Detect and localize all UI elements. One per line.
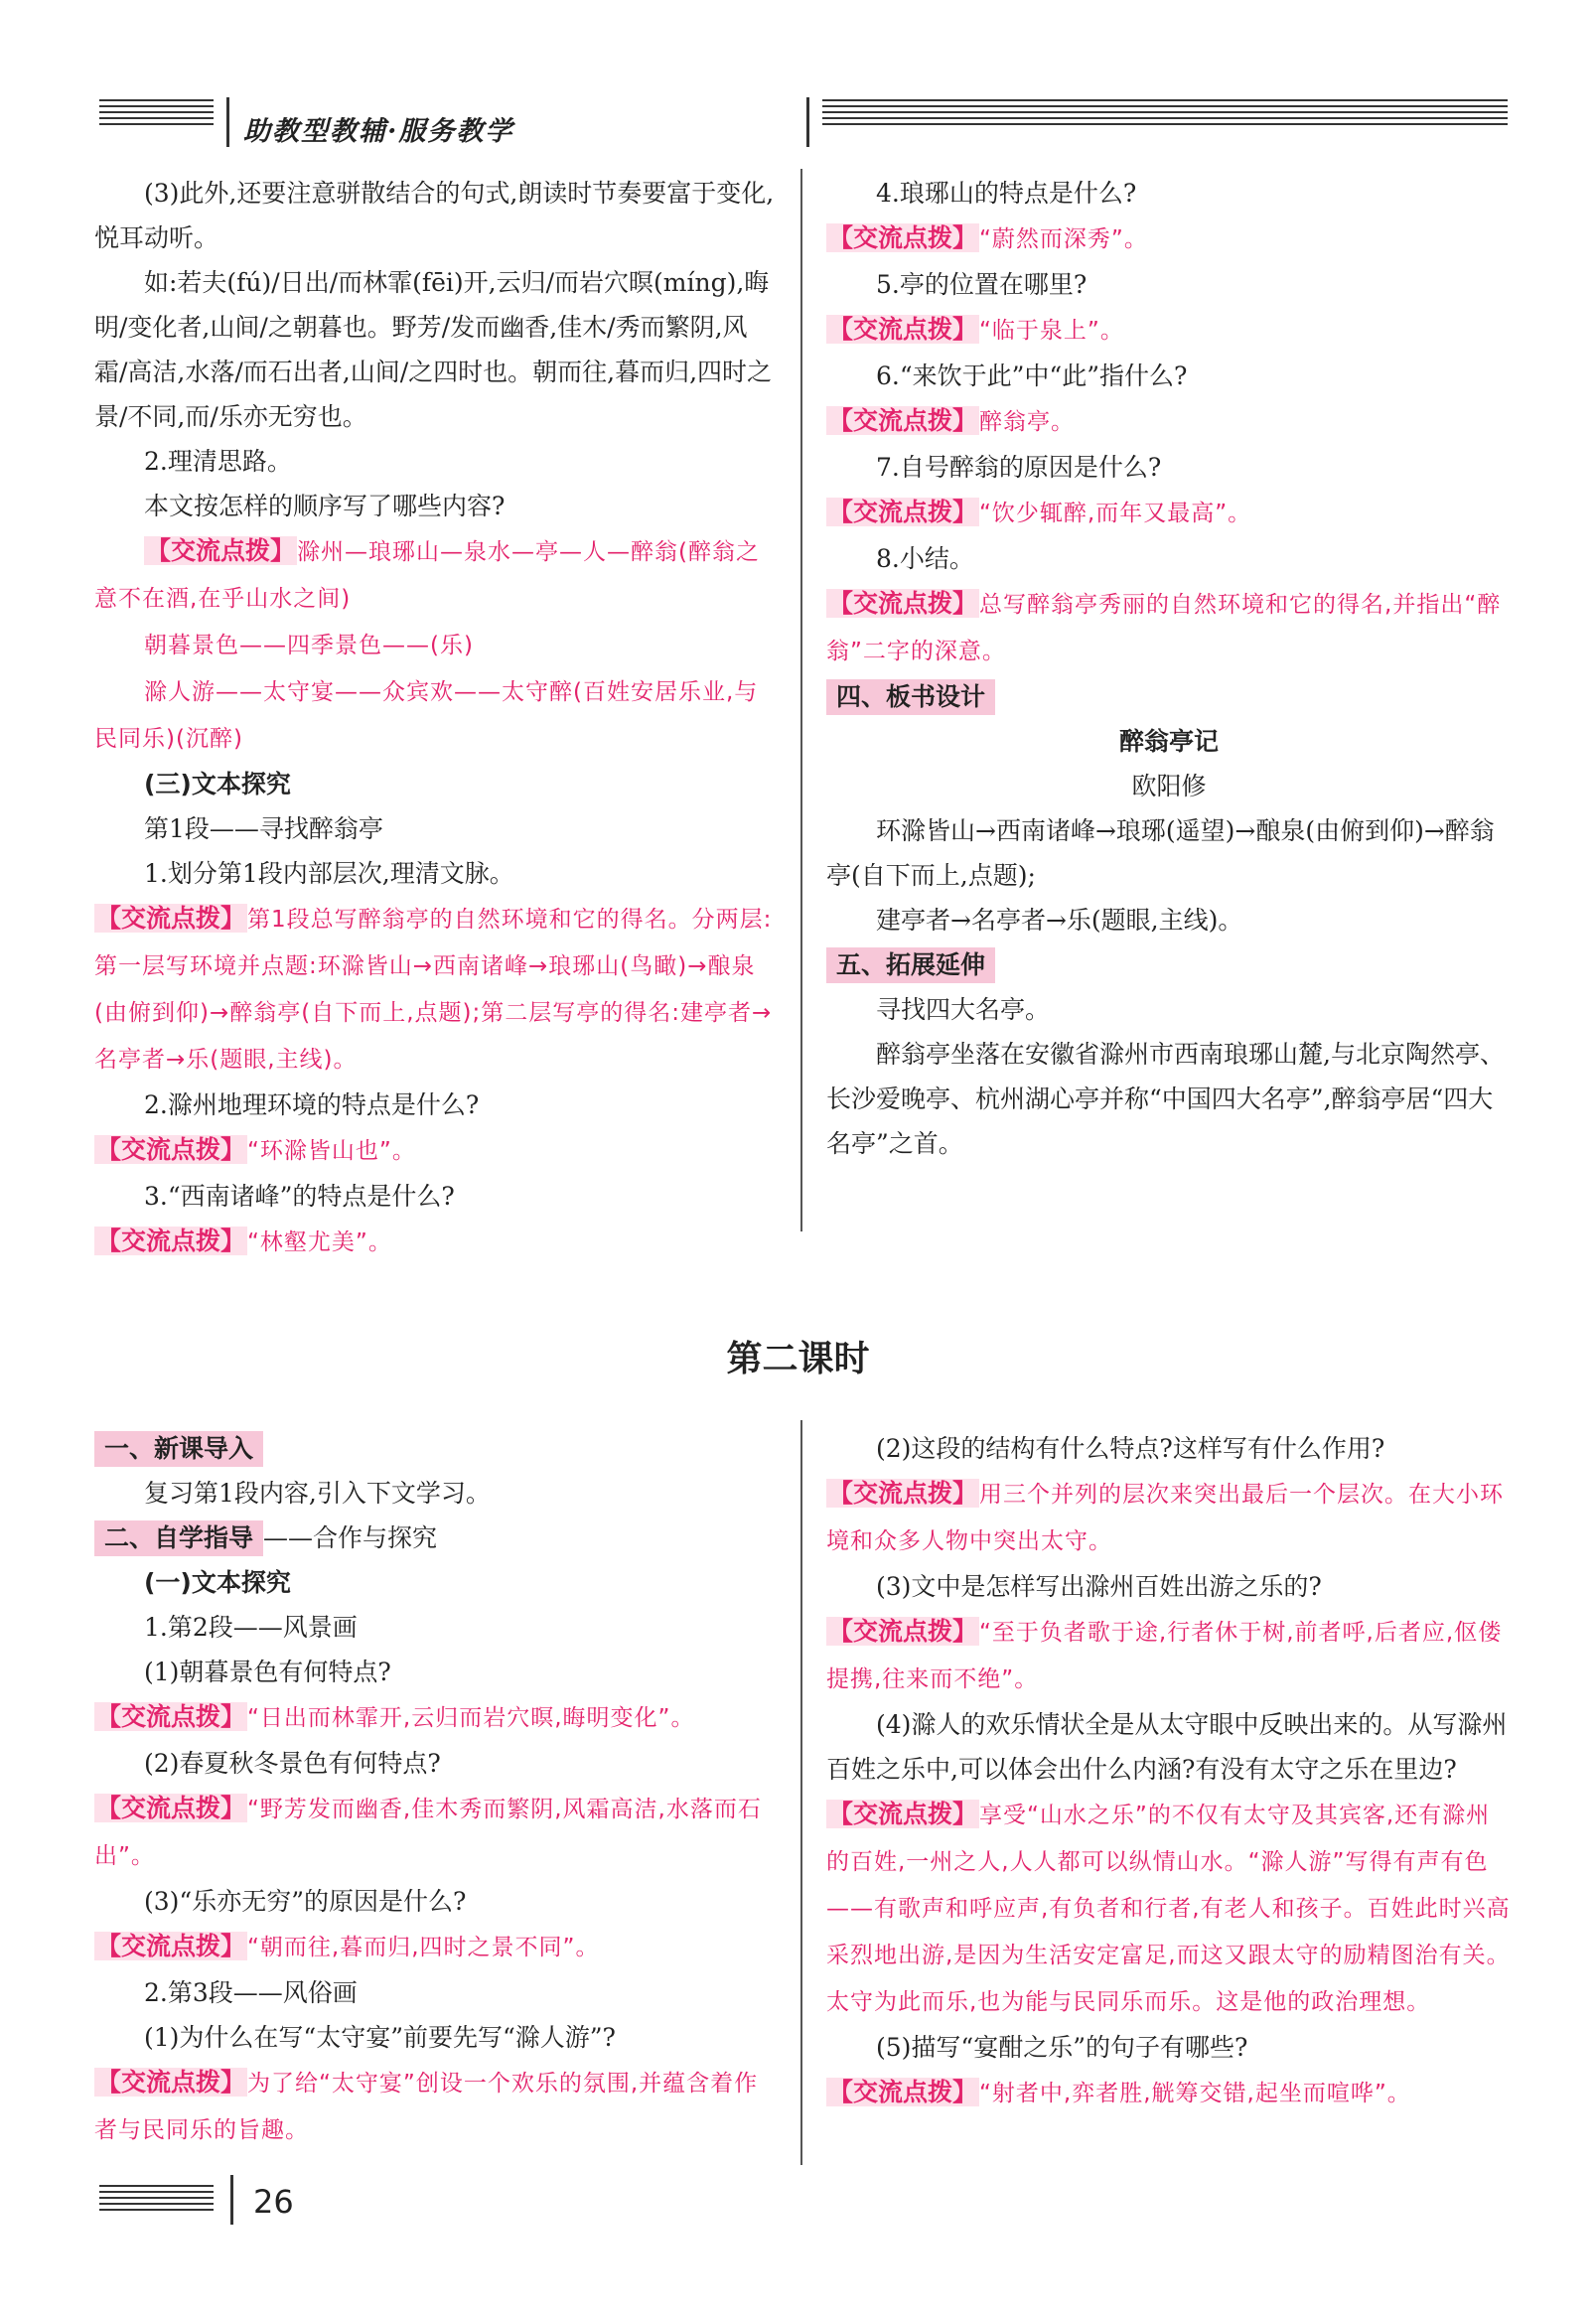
paragraph-text: (5)描写“宴酣之乐”的句子有哪些? <box>876 2033 1248 2062</box>
paragraph <box>826 1702 1512 1792</box>
paragraph-text: (3)此外,还要注意骈散结合的句式,朗读时节奏要富于变化,悦耳动听。 <box>94 179 775 252</box>
paragraph-text: (3)“乐亦无穷”的原因是什么? <box>144 1887 467 1916</box>
paragraph <box>94 1083 780 1127</box>
answer-tag: 【交流点拨】 <box>96 1135 246 1164</box>
answer-tag: 【交流点拨】 <box>828 2078 978 2106</box>
answer-note <box>94 2060 780 2153</box>
answer-text: “林壑尤美”。 <box>247 1229 392 1255</box>
answer-tag: 【交流点拨】 <box>828 589 978 618</box>
answer-text: “临于泉上”。 <box>979 318 1124 344</box>
section-heading-label: 一、新课导入 <box>94 1431 263 1467</box>
paragraph-text: 7.自号醉翁的原因是什么? <box>876 453 1162 482</box>
answer-text: “蔚然而深秀”。 <box>979 226 1148 252</box>
answer-text: 总写醉翁亭秀丽的自然环境和它的得名,并指出“醉翁”二字的深意。 <box>826 592 1502 664</box>
paragraph <box>826 536 1512 581</box>
header-lines-left <box>99 99 214 129</box>
paragraph-text: 醉翁亭坐落在安徽省滁州市西南琅琊山麓,与北京陶然亭、长沙爱晚亭、杭州湖心亭并称“中国四大名亭”,醉翁亭居“四大名亭”之首。 <box>826 1040 1505 1158</box>
paragraph <box>94 1174 780 1219</box>
answer-tag: 【交流点拨】 <box>828 223 978 252</box>
paragraph <box>94 1605 780 1650</box>
answer-text: “日出而林霏开,云归而岩穴暝,晦明变化”。 <box>247 1705 695 1731</box>
answer-note <box>94 1127 780 1174</box>
page-number: 26 <box>253 2183 294 2221</box>
answer-tag: 【交流点拨】 <box>96 1702 246 1731</box>
paragraph <box>94 1650 780 1694</box>
answer-note <box>826 581 1512 674</box>
answer-tag: 【交流点拨】 <box>96 1932 246 1960</box>
subheading-text: (一)文本探究 <box>144 1568 291 1597</box>
paragraph <box>94 1879 780 1924</box>
paragraph <box>94 1970 780 2015</box>
answer-note <box>826 216 1512 262</box>
lesson-title: 第二课时 <box>726 1339 870 1379</box>
footer-lines <box>99 2185 214 2215</box>
paragraph-text: 本文按怎样的顺序写了哪些内容? <box>144 492 506 520</box>
paragraph-text: 6.“来饮于此”中“此”指什么? <box>876 362 1188 390</box>
answer-tag: 【交流点拨】 <box>146 536 296 565</box>
section-heading <box>826 674 1512 719</box>
answer-text: 滁人游——太守宴——众宾欢——太守醉(百姓安居乐业,与民同乐)(沉醉) <box>94 679 759 752</box>
paragraph <box>94 484 780 528</box>
paragraph-text: 1.划分第1段内部层次,理清文脉。 <box>144 859 514 888</box>
bottom-left-column <box>94 1426 780 2153</box>
answer-tag: 【交流点拨】 <box>96 904 246 933</box>
paragraph <box>826 898 1512 942</box>
answer-note <box>826 398 1512 445</box>
paragraph <box>94 1741 780 1786</box>
answer-tag: 【交流点拨】 <box>828 406 978 435</box>
paragraph-text: (2)春夏秋冬景色有何特点? <box>144 1749 441 1778</box>
top-left-column <box>94 171 780 1265</box>
answer-tag: 【交流点拨】 <box>828 1617 978 1646</box>
answer-continuation <box>94 668 780 762</box>
answer-tag: 【交流点拨】 <box>828 315 978 344</box>
header-bar-right <box>806 97 809 147</box>
answer-note <box>826 1609 1512 1702</box>
paragraph <box>826 987 1512 1032</box>
answer-text: 用三个并列的层次来突出最后一个层次。在大小环境和众多人物中突出太守。 <box>826 1482 1505 1554</box>
answer-note <box>94 1786 780 1879</box>
paragraph-text: 2.理清思路。 <box>144 447 292 476</box>
answer-text: “野芳发而幽香,佳木秀而繁阴,风霜高洁,水落而石出”。 <box>94 1797 762 1869</box>
answer-tag: 【交流点拨】 <box>96 1227 246 1255</box>
answer-note <box>94 896 780 1083</box>
answer-tag: 【交流点拨】 <box>96 2068 246 2097</box>
paragraph-text: 建亭者→名亭者→乐(题眼,主线)。 <box>876 906 1243 935</box>
paragraph-text: 欧阳修 <box>1131 772 1207 800</box>
answer-text: 享受“山水之乐”的不仅有太守及其宾客,还有滁州的百姓,一州之人,人人都可以纵情山水。“滁人游”写得有声有色——有歌声和呼应声,有负者和行者,有老人和孩子。百姓此时兴高采烈地出游,是因为生活安定富足,而这又跟太守的励精图治有关。太守为此而乐,也为能与民同乐而乐。这是他的政治理想。 <box>826 1803 1511 2015</box>
answer-tag: 【交流点拨】 <box>96 1794 246 1822</box>
paragraph <box>94 1471 780 1516</box>
answer-text: “饮少辄醉,而年又最高”。 <box>979 501 1252 526</box>
paragraph-text: 第1段——寻找醉翁亭 <box>144 814 383 843</box>
section-heading-label: 四、板书设计 <box>826 679 995 715</box>
paragraph-text: 5.亭的位置在哪里? <box>876 270 1088 299</box>
paragraph-text: 寻找四大名亭。 <box>876 995 1051 1024</box>
section-heading-label: 二、自学指导 <box>94 1520 263 1556</box>
paragraph-text: 如:若夫(fú)/日出/而林霏(fēi)开,云归/而岩穴暝(míng),晦明/变化者,山间/之朝暮也。野芳/发而幽香,佳木/秀而繁阴,风霜/高洁,水落/而石出者,山间/之四时也。朝而往,暮而归,四时之景/不同,而/乐亦无穷也。 <box>94 268 773 431</box>
paragraph <box>826 1426 1512 1471</box>
answer-text: “环滁皆山也”。 <box>247 1138 416 1164</box>
subheading-text: 醉翁亭记 <box>1118 727 1219 756</box>
header-title: 助教型教辅·服务教学 <box>243 116 514 147</box>
answer-text: 为了给“太守宴”创设一个欢乐的氛围,并蕴含着作者与民同乐的旨趣。 <box>94 2071 759 2143</box>
answer-continuation <box>94 622 780 668</box>
answer-tag: 【交流点拨】 <box>828 1800 978 1828</box>
section-heading <box>826 942 1512 987</box>
answer-text: 醉翁亭。 <box>979 409 1076 435</box>
top-right-column <box>826 171 1512 1166</box>
answer-text: “朝而往,暮而归,四时之景不同”。 <box>247 1935 600 1960</box>
header-bar-left <box>226 97 229 147</box>
paragraph-text: 2.第3段——风俗画 <box>144 1978 358 2007</box>
column-divider-bottom <box>800 1420 802 2165</box>
paragraph <box>826 354 1512 398</box>
paragraph-text: (2)这段的结构有什么特点?这样写有什么作用? <box>876 1434 1385 1463</box>
paragraph <box>94 260 780 439</box>
answer-text: 滁州—琅琊山—泉水—亭—人—醉翁(醉翁之意不在酒,在乎山水之间) <box>94 539 760 612</box>
paragraph <box>826 1032 1512 1166</box>
answer-note <box>826 1792 1512 2025</box>
paragraph-text: 1.第2段——风景画 <box>144 1613 358 1642</box>
paragraph-text: 4.琅琊山的特点是什么? <box>876 179 1137 208</box>
answer-text: 朝暮景色——四季景色——(乐) <box>144 633 474 658</box>
header-lines-right <box>822 99 1508 129</box>
subheading-text: (三)文本探究 <box>144 770 291 798</box>
paragraph <box>826 2025 1512 2070</box>
paragraph-text: (1)朝暮景色有何特点? <box>144 1658 391 1686</box>
paragraph-text: 8.小结。 <box>876 544 974 573</box>
footer-bar <box>230 2175 233 2225</box>
answer-note <box>826 2070 1512 2116</box>
answer-tag: 【交流点拨】 <box>828 498 978 526</box>
bottom-right-column <box>826 1426 1512 2116</box>
paragraph <box>94 439 780 484</box>
answer-text: “射者中,弈者胜,觥筹交错,起坐而喧哗”。 <box>979 2081 1411 2106</box>
paragraph-text: (1)为什么在写“太守宴”前要先写“滁人游”? <box>144 2023 616 2052</box>
paragraph <box>826 764 1512 808</box>
answer-note <box>94 528 780 622</box>
paragraph <box>826 262 1512 307</box>
paragraph <box>94 851 780 896</box>
answer-note <box>94 1694 780 1741</box>
paragraph <box>94 171 780 260</box>
paragraph-text: 2.滁州地理环境的特点是什么? <box>144 1090 480 1119</box>
column-divider-top <box>800 169 802 1231</box>
paragraph-text: (4)滁人的欢乐情状全是从太守眼中反映出来的。从写滁州百姓之乐中,可以体会出什么内涵?有没有太守之乐在里边? <box>826 1710 1508 1784</box>
paragraph <box>94 2015 780 2060</box>
paragraph-text: 环滁皆山→西南诸峰→琅琊(遥望)→酿泉(由俯到仰)→醉翁亭(自下而上,点题); <box>826 816 1495 890</box>
answer-note <box>826 307 1512 354</box>
paragraph <box>826 1564 1512 1609</box>
section-heading <box>94 1426 780 1471</box>
paragraph-text: 复习第1段内容,引入下文学习。 <box>144 1479 491 1508</box>
paragraph <box>826 171 1512 216</box>
answer-note <box>94 1924 780 1970</box>
answer-note <box>826 490 1512 536</box>
answer-text: 第1段总写醉翁亭的自然环境和它的得名。分两层:第一层写环境并点题:环滁皆山→西南诸峰→琅琊山(鸟瞰)→酿泉(由俯到仰)→醉翁亭(自下而上,点题);第二层写亭的得名:建亭者→名亭者→乐(题眼,主线)。 <box>94 907 773 1073</box>
answer-note <box>94 1219 780 1265</box>
paragraph <box>94 806 780 851</box>
subheading <box>94 1560 780 1605</box>
section-heading <box>94 1516 780 1560</box>
paragraph <box>826 445 1512 490</box>
subheading <box>826 719 1512 764</box>
subheading <box>94 762 780 806</box>
answer-note <box>826 1471 1512 1564</box>
paragraph-text: 3.“西南诸峰”的特点是什么? <box>144 1182 455 1211</box>
section-heading-label: 五、拓展延伸 <box>826 947 995 983</box>
paragraph <box>826 808 1512 898</box>
answer-tag: 【交流点拨】 <box>828 1479 978 1508</box>
section-heading-extra: ——合作与探究 <box>263 1523 438 1552</box>
paragraph-text: (3)文中是怎样写出滁州百姓出游之乐的? <box>876 1572 1322 1601</box>
answer-text: “至于负者歌于途,行者休于树,前者呼,后者应,伛偻提携,往来而不绝”。 <box>826 1620 1503 1692</box>
